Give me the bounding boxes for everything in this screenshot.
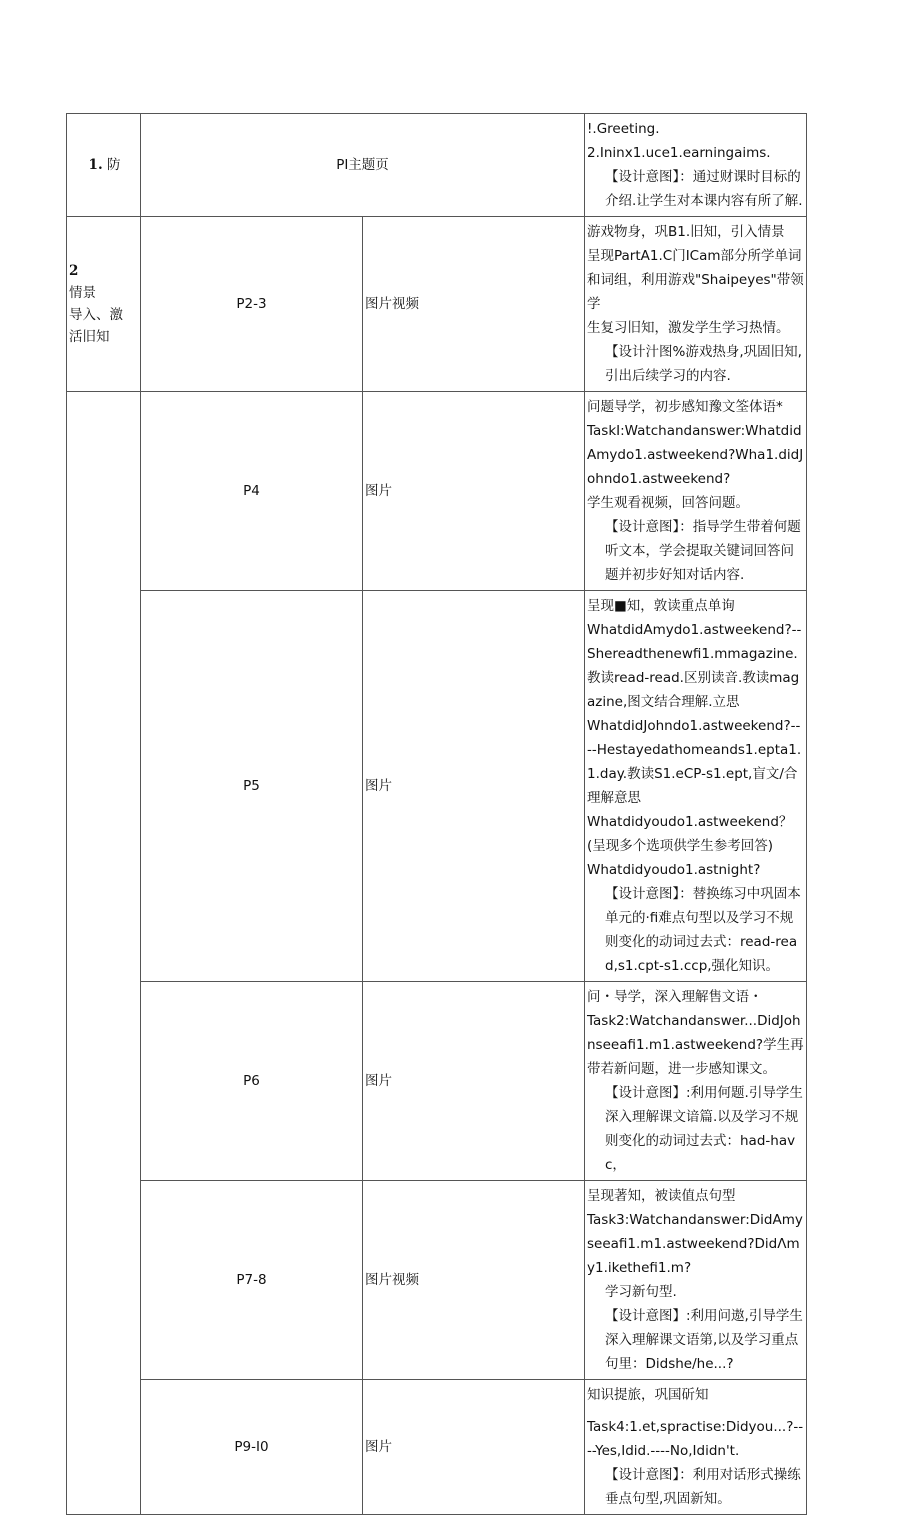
ppt-page-cell: P5 <box>141 591 363 982</box>
medium-cell: 图片 <box>363 392 585 591</box>
content-line: Task4:1.et,spractise:Didyou...?----Yes,Idid.----No,Ididn't. <box>587 1419 804 1459</box>
medium-cell: 图片 <box>363 591 585 982</box>
content-line: 呈现著知，被读值点句型 <box>587 1188 736 1204</box>
stage-number: 2 <box>69 263 79 279</box>
stage-cell <box>67 217 141 392</box>
content-line: TaskI:Watchandanswer:WhatdidAmydo1.astweekend?Wha1.didJohndo1.astweekend? <box>587 423 804 487</box>
content-line: Whatdidyoudo1.astnight? <box>587 862 761 878</box>
design-intent: 【设计意图】：通过财课时目标的介绍.让学生对本课内容有所了解. <box>605 169 803 209</box>
content-line: Task2:Watchandanswer...DidJohnseeafi1.m1.astweekend?学生再带若新问题，进一步感知课文。 <box>587 1013 804 1077</box>
content-line: !.Greeting. <box>587 121 660 137</box>
content-line: 呈现■知，敦读重点单询 <box>587 598 735 614</box>
medium-cell: 图片 <box>363 1380 585 1515</box>
content-line: 学生观看视频，回答问题。 <box>587 495 749 511</box>
ppt-page-cell: P9-I0 <box>141 1380 363 1515</box>
lesson-plan-table <box>66 113 807 1515</box>
stage-cell <box>67 114 141 217</box>
ppt-page-cell: P4 <box>141 392 363 591</box>
design-intent: 【设计意图】：指导学生带着何题听文本，学会提取关键词回答问题并初步好知对话内容. <box>605 519 801 583</box>
medium-cell: 图片视频 <box>363 217 585 392</box>
content-cell <box>585 114 807 217</box>
table-row <box>67 982 807 1181</box>
content-line: 呈现PartA1.C门ICam部分所学单词和词组，利用游戏"Shaipeyes"带领学 <box>587 248 804 312</box>
design-intent: 【设计意图】：替换练习中巩固本单元的·fi难点句型以及学习不规则变化的动词过去式：read-read,s1.cpt-s1.ccp,强化知识。 <box>605 886 801 974</box>
content-line: 问・导学，深入理解售文语・ <box>587 989 763 1005</box>
content-line: 知识提旅，巩国斫知 <box>587 1387 709 1403</box>
content-cell <box>585 982 807 1181</box>
content-cell <box>585 591 807 982</box>
table-row <box>67 392 807 591</box>
stage-number: 1. <box>88 157 103 173</box>
medium-cell: 图片视频 <box>363 1181 585 1380</box>
content-line: 2.Ininx1.uce1.earningaims. <box>587 145 771 161</box>
design-intent: 【设计意图】:利用问遨,引导学生深入理解课文语第,以及学习重点句里：Didshe/he...? <box>605 1308 803 1372</box>
content-line: 生复习旧知，激发学生学习热情。 <box>587 320 790 336</box>
content-cell <box>585 1181 807 1380</box>
content-line: WhatdidJohndo1.astweekend?----Hestayedathomeands1.epta1.1.day.教读S1.eCP-s1.ept,盲文/合理解意思 <box>587 718 802 806</box>
content-line: Whatdidyoudo1.astweekend？(呈现多个选项供学生参考回答) <box>587 814 793 854</box>
content-line: 游戏物身，巩B1.旧知，引入情景 <box>587 224 785 240</box>
stage-text: 活旧知 <box>69 329 110 345</box>
ppt-page-cell: P6 <box>141 982 363 1181</box>
content-cell <box>585 1380 807 1515</box>
ppt-page-cell: P7-8 <box>141 1181 363 1380</box>
table-row <box>67 591 807 982</box>
content-cell <box>585 392 807 591</box>
content-line: 问题导学，初步感知豫文筌体语* <box>587 399 783 415</box>
design-intent: 【设计汁图%游戏热身,巩固旧知,引出后续学习的内容. <box>605 344 802 384</box>
content-line: WhatdidAmydo1.astweekend?--Shereadthenewfi1.mmagazine.教读read-read.区别读音.教读magazine,图文结合理解.立思 <box>587 622 802 710</box>
table-row <box>67 1181 807 1380</box>
stage-text: 情景 <box>69 285 96 301</box>
content-line: 学习新句型. <box>605 1284 677 1300</box>
stage-text: 导入、激 <box>69 307 123 323</box>
table-row <box>67 114 807 217</box>
ppt-page-cell: PI主题页 <box>141 114 585 217</box>
medium-cell: 图片 <box>363 982 585 1181</box>
content-cell <box>585 217 807 392</box>
table-row <box>67 1380 807 1515</box>
stage-cell <box>67 392 141 1515</box>
design-intent: 【设计意图】：利用对话形式操练垂点句型,巩固新知。 <box>605 1467 801 1507</box>
design-intent: 【设计意图】:利用何题.引导学生深入理解课文谙篇.以及学习不规则变化的动词过去式：had-havc， <box>605 1085 803 1173</box>
content-line: Task3:Watchandanswer:DidAmyseeafi1.m1.astweekend?DidΛmy1.ikethefi1.m? <box>587 1212 803 1276</box>
table-row <box>67 217 807 392</box>
stage-text: 防 <box>106 157 121 173</box>
ppt-page-cell: P2-3 <box>141 217 363 392</box>
